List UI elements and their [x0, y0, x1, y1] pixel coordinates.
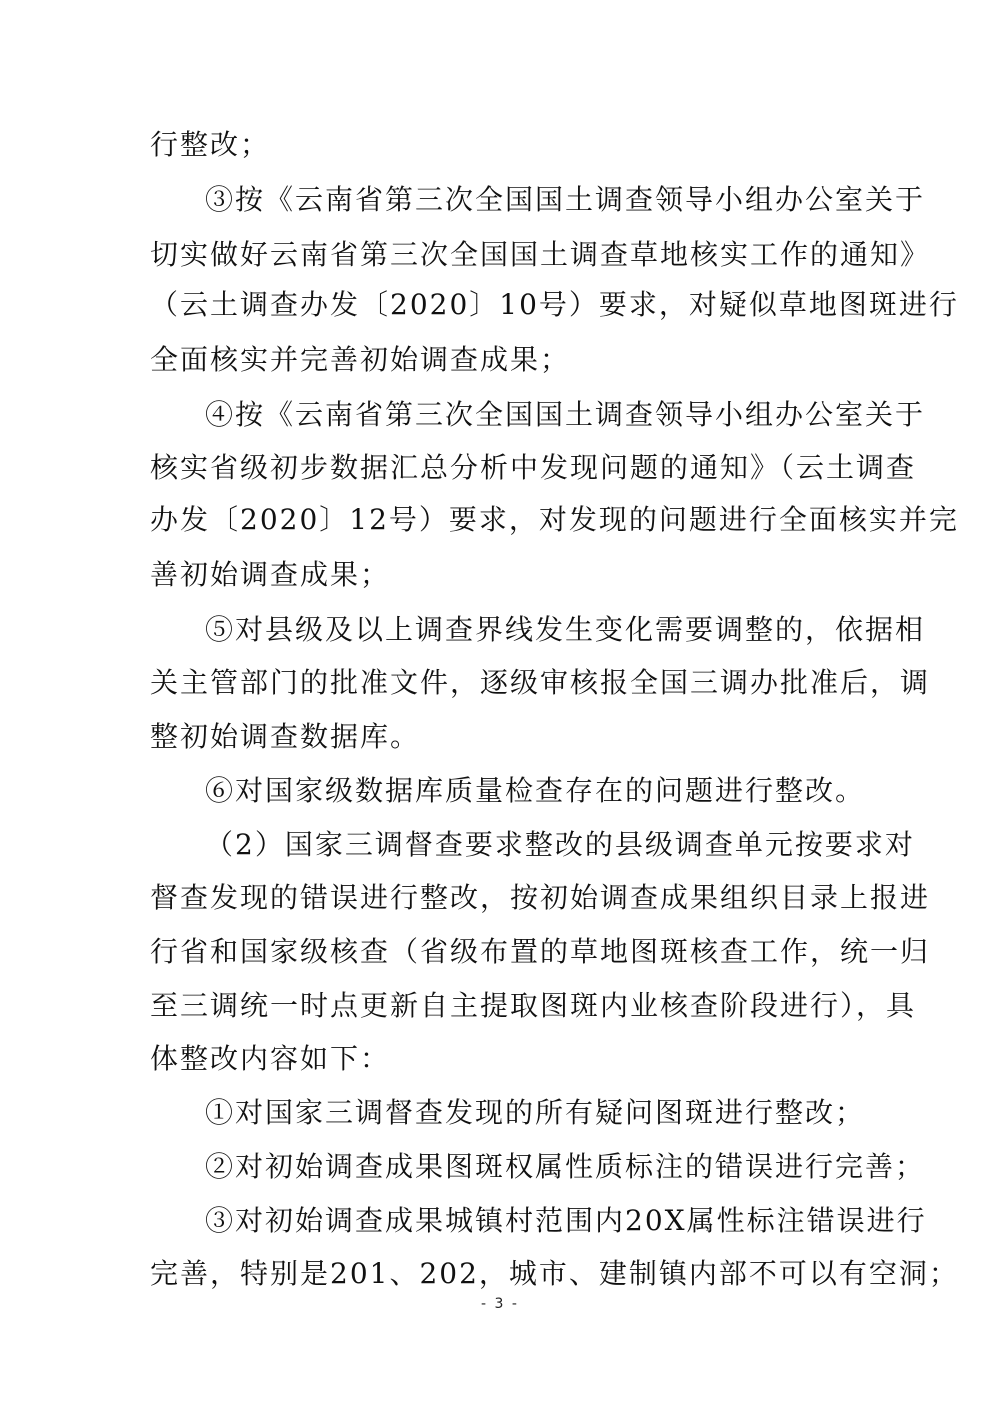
- text-line: （2）国家三调督查要求整改的县级调查单元按要求对: [205, 828, 915, 861]
- text-line: 整初始调查数据库。: [150, 720, 421, 753]
- text-line: 行整改；: [150, 128, 271, 161]
- text-line: 核实省级初步数据汇总分析中发现问题的通知》（云土调查: [150, 451, 917, 484]
- text-line: ③按《云南省第三次全国国土调查领导小组办公室关于: [205, 183, 926, 216]
- text-line: 全面核实并完善初始调查成果；: [150, 343, 571, 376]
- text-line: 办发〔2020〕12号）要求，对发现的问题进行全面核实并完: [150, 503, 959, 536]
- text-line: 切实做好云南省第三次全国国土调查草地核实工作的通知》: [150, 238, 931, 271]
- text-line: ①对国家三调督查发现的所有疑问图斑进行整改；: [205, 1096, 866, 1129]
- text-line: ④按《云南省第三次全国国土调查领导小组办公室关于: [205, 398, 926, 431]
- text-line: 完善，特别是201、202，城市、建制镇内部不可以有空洞；: [150, 1257, 959, 1290]
- text-line: 善初始调查成果；: [150, 558, 391, 591]
- text-line: 关主管部门的批准文件，逐级审核报全国三调办批准后，调: [150, 666, 931, 699]
- text-line: （云土调查办发〔2020〕10号）要求，对疑似草地图斑进行: [150, 288, 959, 321]
- text-line: 至三调统一时点更新自主提取图斑内业核查阶段进行），具: [150, 989, 917, 1022]
- text-line: ⑤对县级及以上调查界线发生变化需要调整的，依据相: [205, 613, 926, 646]
- text-line: 体整改内容如下：: [150, 1042, 391, 1075]
- text-line: ②对初始调查成果图斑权属性质标注的错误进行完善；: [205, 1150, 926, 1183]
- text-line: 督查发现的错误进行整改，按初始调查成果组织目录上报进: [150, 881, 931, 914]
- text-line: 行省和国家级核查（省级布置的草地图斑核查工作，统一归: [150, 935, 931, 968]
- text-line: ③对初始调查成果城镇村范围内20X属性标注错误进行: [205, 1204, 927, 1237]
- text-line: ⑥对国家级数据库质量检查存在的问题进行整改。: [205, 774, 866, 807]
- page-number: - 3 -: [481, 1296, 519, 1312]
